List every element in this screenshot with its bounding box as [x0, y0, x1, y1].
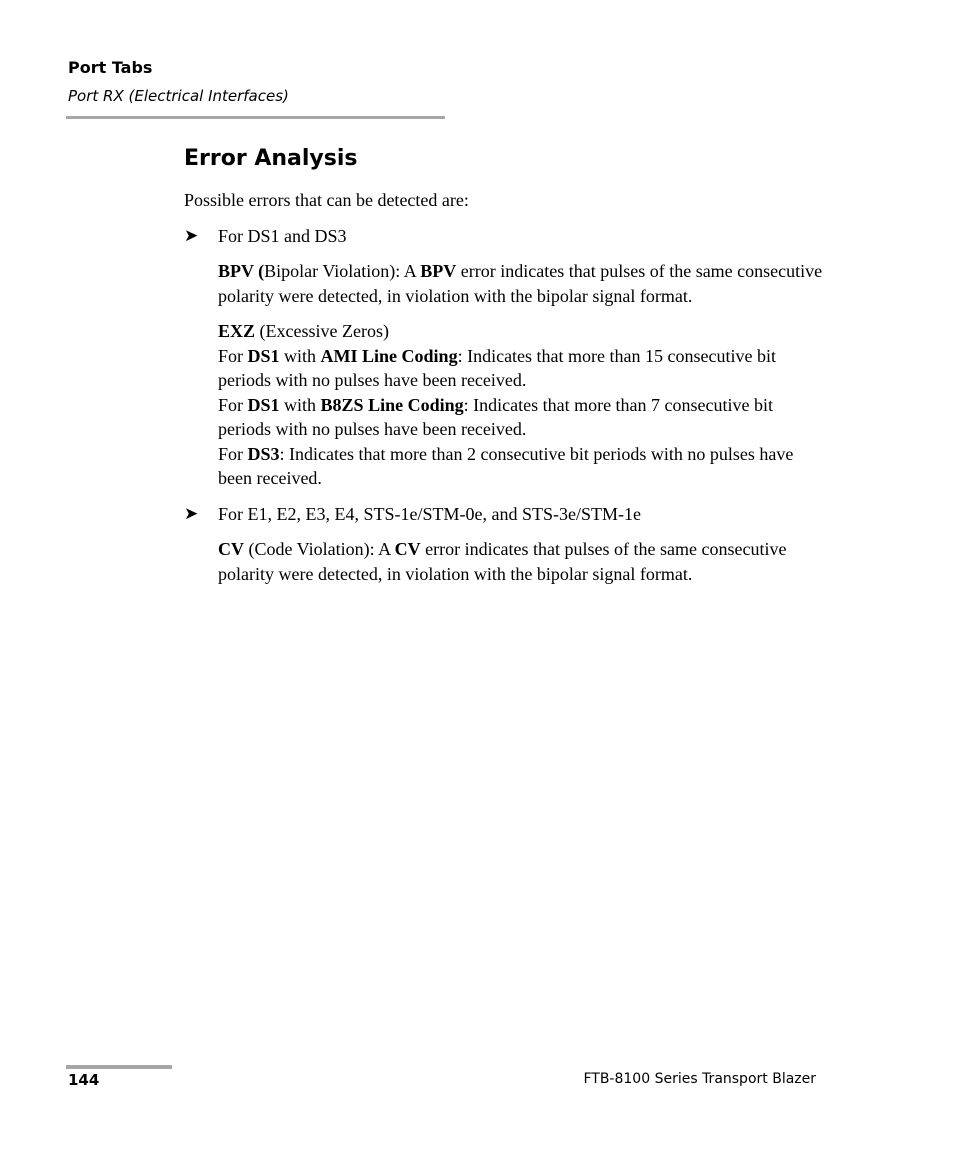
bullet-label: For DS1 and DS3 [218, 225, 347, 246]
body-content [184, 188, 824, 597]
exz-l3-for: For [218, 443, 248, 464]
exz-paragraph [184, 319, 824, 491]
footer-rule [66, 1065, 172, 1069]
cv-term-inline: CV [394, 539, 421, 559]
cv-term: CV [218, 539, 244, 559]
exz-l1-text: : Indicates that more than 15 consecutive bit periods with no pulses have been received. [218, 345, 776, 390]
exz-l2-text: : Indicates that more than 7 consecutive bit periods with no pulses have been received. [218, 394, 774, 439]
cv-desc: (Code Violation): A [244, 539, 395, 559]
bullet-label: For E1, E2, E3, E4, STS-1e/STM-0e, and STS-3e/STM-1e [218, 503, 641, 524]
intro-text: Possible errors that can be detected are: [184, 190, 469, 210]
bpv-paragraph [184, 259, 824, 308]
header-rule [66, 116, 445, 119]
cv-paragraph [184, 537, 824, 586]
bpv-desc-rest: error indicates that pulses of the same consecutive polarity were detected, in violation with the bipolar signal format. [218, 261, 823, 306]
exz-term: EXZ [218, 321, 256, 341]
exz-l2-for: For [218, 394, 248, 415]
exz-l2-with: with [279, 394, 321, 415]
section-title: Error Analysis [184, 146, 358, 171]
exz-l2-coding: B8ZS Line Coding [320, 394, 464, 415]
exz-l2-ds: DS1 [247, 394, 280, 415]
exz-l3-text: : Indicates that more than 2 consecutive bit periods with no pulses have been received. [218, 443, 794, 488]
cv-desc-rest: error indicates that pulses of the same consecutive polarity were detected, in violation with the bipolar signal format. [218, 539, 787, 584]
exz-l3-ds: DS3 [247, 443, 280, 464]
exz-l1-ds: DS1 [247, 345, 280, 366]
arrow-bullet-icon: ➤ [184, 503, 199, 524]
page-number: 144 [68, 1071, 100, 1089]
exz-l1-for: For [218, 345, 248, 366]
bpv-term-inline: BPV [420, 261, 457, 281]
exz-l1-with: with [279, 345, 321, 366]
footer-product-title: FTB-8100 Series Transport Blazer [583, 1071, 816, 1087]
arrow-bullet-icon: ➤ [184, 225, 199, 246]
bpv-desc: Bipolar Violation): A [264, 261, 421, 281]
exz-l1-coding: AMI Line Coding [320, 345, 458, 366]
bullet-e-sts [184, 502, 824, 527]
exz-desc: (Excessive Zeros) [255, 321, 389, 341]
running-header-title: Port Tabs [68, 58, 153, 77]
bpv-term: BPV ( [218, 261, 265, 281]
running-header-subtitle: Port RX (Electrical Interfaces) [68, 87, 289, 105]
bullet-ds1-ds3 [184, 224, 824, 249]
